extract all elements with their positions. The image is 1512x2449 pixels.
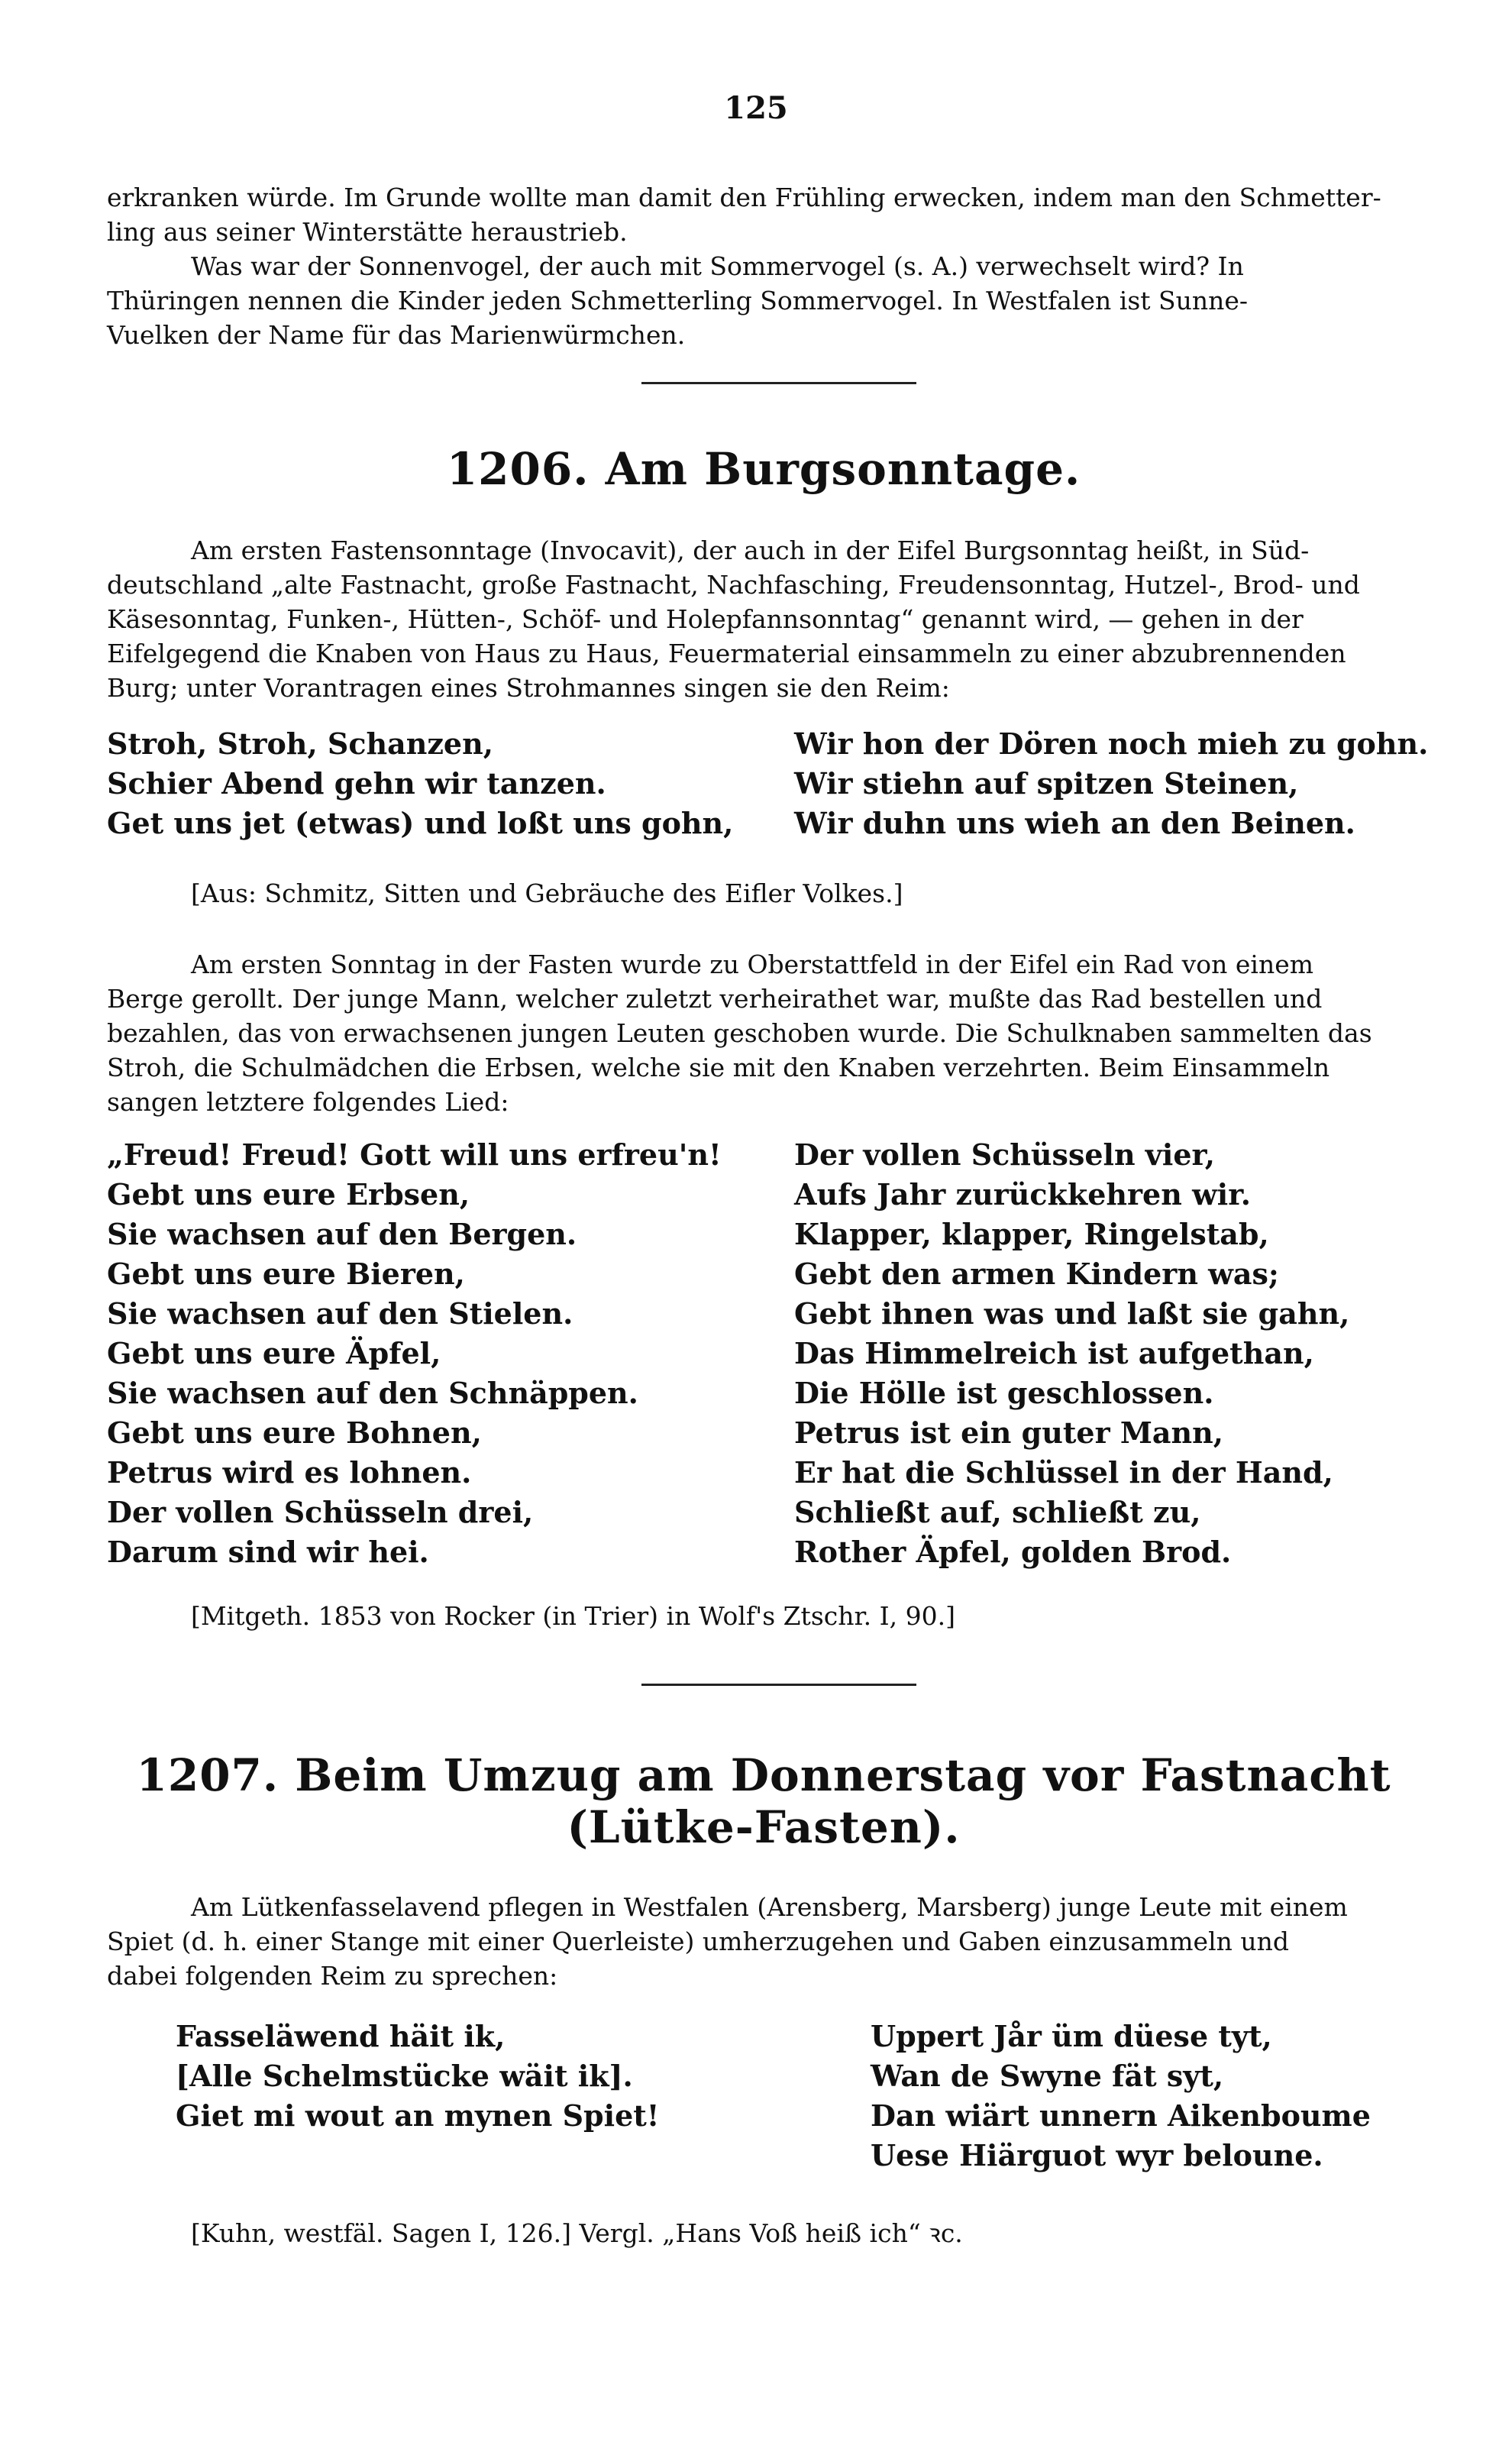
section-divider [641, 382, 916, 384]
text-line: dabei folgenden Reim zu sprechen: [107, 1961, 558, 1991]
text-line: Burg; unter Vorantragen eines Strohmannes singen sie den Reim: [107, 673, 950, 703]
text-line: Thüringen nennen die Kinder jeden Schmetterling Sommervogel. In Westfalen ist Sunne- [107, 286, 1249, 315]
verse-line: Der vollen Schüsseln drei, [107, 1495, 534, 1529]
verse-line: Petrus wird es lohnen. [107, 1455, 472, 1490]
verse-line: Schließt auf, schließt zu, [794, 1495, 1201, 1529]
section-1207-intro [107, 1890, 1420, 1993]
verse-line: Darum sind wir hei. [107, 1535, 429, 1569]
verse-line: Aufs Jahr zurückkehren wir. [794, 1177, 1251, 1212]
text-line: Eifelgegend die Knaben von Haus zu Haus, Feuermaterial einsammeln zu einer abzubrennenden [107, 639, 1346, 668]
text-line: Spiet (d. h. einer Stange mit einer Querleiste) umherzugehen und Gaben einzusammeln und [107, 1927, 1290, 1956]
verse-left [107, 724, 764, 843]
verse-line: Gebt ihnen was und laßt sie gahn, [794, 1296, 1350, 1331]
verse-line: Wir stiehn auf spitzen Steinen, [794, 766, 1299, 801]
verse-line: [Alle Schelmstücke wäit ik]. [176, 2059, 633, 2093]
text-line: ling aus seiner Winterstätte heraustrieb. [107, 217, 628, 247]
verse-line: Uese Hiärguot wyr beloune. [871, 2138, 1323, 2172]
verse-line: Gebt uns eure Bieren, [107, 1257, 465, 1291]
verse-line: „Freud! Freud! Gott will uns erfreu'n! [107, 1137, 722, 1172]
section-divider [641, 1684, 916, 1686]
text-line: Berge gerollt. Der junge Mann, welcher zuletzt verheirathet war, mußte das Rad bestellen und [107, 984, 1323, 1014]
verse-line: Die Hölle ist geschlossen. [794, 1376, 1214, 1410]
verse-line: Der vollen Schüsseln vier, [794, 1137, 1215, 1172]
verse-line: Klapper, klapper, Ringelstab, [794, 1217, 1269, 1251]
text-line: Stroh, die Schulmädchen die Erbsen, welche sie mit den Knaben verzehrten. Beim Einsammeln [107, 1053, 1330, 1082]
verse-line: Get uns jet (etwas) und loßt uns gohn, [107, 806, 734, 840]
verse-line: Gebt uns eure Bohnen, [107, 1415, 482, 1450]
text-line: erkranken würde. Im Grunde wollte man damit den Frühling erwecken, indem man den Schmetter- [107, 183, 1381, 212]
song-left [107, 1135, 779, 1572]
verse-line: Das Himmelreich ist aufgethan, [794, 1336, 1314, 1370]
verse-left [176, 2017, 832, 2136]
intro-paragraph [107, 180, 1420, 352]
verse-line: Gebt den armen Kindern was; [794, 1257, 1279, 1291]
text-line: Am ersten Sonntag in der Fasten wurde zu Oberstattfeld in der Eifel ein Rad von einem [191, 950, 1314, 979]
text-line: Was war der Sonnenvogel, der auch mit Sommervogel (s. A.) verwechselt wird? In [191, 251, 1244, 281]
heading-line: 1207. Beim Umzug am Donnerstag vor Fastnacht [136, 1749, 1391, 1801]
verse-line: Fasseläwend häit ik, [176, 2019, 506, 2053]
verse-line: Sie wachsen auf den Bergen. [107, 1217, 577, 1251]
verse-line: Gebt uns eure Äpfel, [107, 1336, 441, 1370]
verse-line: Rother Äpfel, golden Brod. [794, 1535, 1232, 1569]
verse-line: Wir hon der Dören noch mieh zu gohn. [794, 726, 1429, 761]
text-line: Käsesonntag, Funken-, Hütten-, Schöf- und Holepfannsonntag“ genannt wird, — gehen in der [107, 604, 1304, 634]
text-line: Am ersten Fastensonntage (Invocavit), der auch in der Eifel Burgsonntag heißt, in Süd- [191, 535, 1310, 565]
text-line: Vuelken der Name für das Marienwürmchen. [107, 320, 686, 350]
verse-line: Petrus ist ein guter Mann, [794, 1415, 1223, 1450]
verse-line: Wan de Swyne fät syt, [871, 2059, 1224, 2093]
verse-line: Sie wachsen auf den Schnäppen. [107, 1376, 638, 1410]
citation: [Mitgeth. 1853 von Rocker (in Trier) in Wolf's Ztschr. I, 90.] [191, 1601, 955, 1631]
text-line: sangen letztere folgendes Lied: [107, 1087, 509, 1117]
section-heading-1207 [107, 1749, 1420, 1853]
section-1206-paragraph-2 [107, 947, 1420, 1119]
verse-right [871, 2017, 1420, 2176]
heading-line: (Lütke-Fasten). [567, 1801, 961, 1853]
citation: [Aus: Schmitz, Sitten und Gebräuche des Eifler Volkes.] [191, 878, 903, 908]
verse-line: Schier Abend gehn wir tanzen. [107, 766, 606, 801]
verse-line: Stroh, Stroh, Schanzen, [107, 726, 493, 761]
verse-line: Wir duhn uns wieh an den Beinen. [794, 806, 1355, 840]
page-number: 125 [724, 90, 788, 126]
section-heading-1206: 1206. Am Burgsonntage. [446, 443, 1081, 495]
citation: [Kuhn, westfäl. Sagen I, 126.] Vergl. „Hans Voß heiß ich“ ꝛc. [191, 2218, 963, 2248]
verse-line: Gebt uns eure Erbsen, [107, 1177, 470, 1212]
verse-line: Uppert Jår üm düese tyt, [871, 2019, 1272, 2053]
verse-line: Sie wachsen auf den Stielen. [107, 1296, 573, 1331]
song-right [794, 1135, 1420, 1572]
text-line: bezahlen, das von erwachsenen jungen Leuten geschoben wurde. Die Schulknaben sammelten das [107, 1018, 1372, 1048]
verse-right [794, 724, 1429, 843]
verse-line: Er hat die Schlüssel in der Hand, [794, 1455, 1333, 1490]
verse-line: Dan wiärt unnern Aikenboume [871, 2098, 1371, 2133]
section-1206-intro [107, 533, 1420, 705]
text-line: deutschland „alte Fastnacht, große Fastnacht, Nachfasching, Freudensonntag, Hutzel-, Brod- und [107, 570, 1360, 600]
text-line: Am Lütkenfasselavend pflegen in Westfalen (Arensberg, Marsberg) junge Leute mit einem [191, 1892, 1348, 1922]
verse-line: Giet mi wout an mynen Spiet! [176, 2098, 660, 2133]
